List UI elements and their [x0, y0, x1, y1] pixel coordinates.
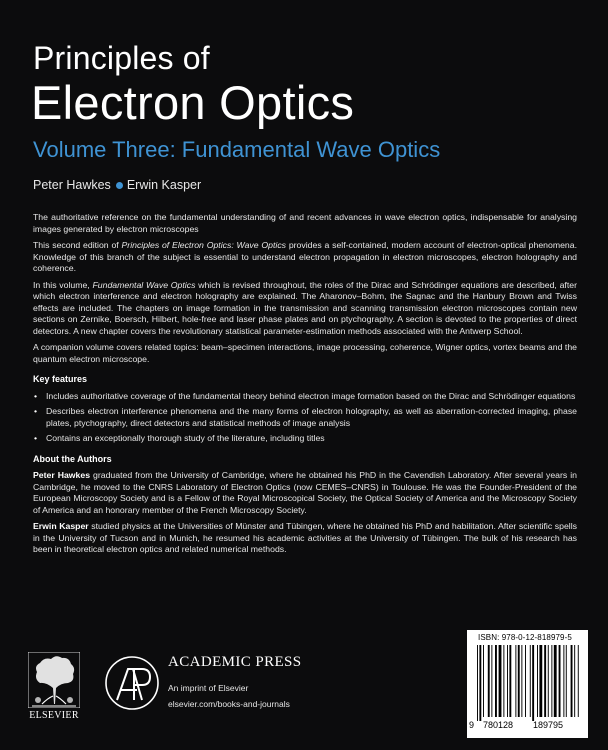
barcode-bar [503, 645, 504, 717]
barcode-bar [479, 645, 481, 721]
description-paragraph [33, 240, 577, 275]
isbn-label: ISBN: 978-0-12-818979-5 [478, 633, 572, 642]
imprint-text: An imprint of Elsevier [168, 683, 249, 693]
barcode-bar [495, 645, 497, 717]
barcode-bar [559, 645, 561, 717]
barcode-bar [518, 645, 520, 717]
elsevier-tree-icon [28, 652, 80, 708]
elsevier-logo [28, 652, 80, 722]
barcode-bar [544, 645, 546, 717]
academic-press-logo-icon [104, 655, 160, 711]
barcode-bar [539, 645, 542, 717]
barcode-bar [578, 645, 579, 717]
author-name: Peter Hawkes [33, 178, 111, 192]
author-bio [33, 470, 577, 516]
title-line-1: Principles of [33, 40, 210, 76]
barcode-bar [491, 645, 492, 717]
bio-name: Peter Hawkes [33, 470, 91, 480]
text-segment: provides a self-contained, modern account of electron-optical phenomena. Knowledge of this branch of the subject is essential to understand electron propagation in electron microscopes, electron holography and coherence. [33, 240, 577, 273]
barcode-bar [548, 645, 549, 717]
book-title-italic: Principles of Electron Optics: Wave Optics [121, 240, 287, 250]
bio-text: graduated from the University of Cambridge, where he obtained his PhD in the Cavendish Laboratory. After several years in Cambridge, he moved to the CNRS Laboratory of Electron Optics (now CEMES–CNRS) in Toulouse. He was the Founder-President of the European Microscopy Society and is a Fellow of the Royal Microscopical Society, the Optical Society of America and the Microscopy Society of America and an honorary member of the French Microscopy Society. [33, 470, 577, 515]
back-cover-text [33, 212, 577, 561]
barcode-bar [521, 645, 522, 717]
bio-text: studied physics at the Universities of Münster and Tübingen, where he obtained his PhD and habilitation. After scientific spells in the University of Tucson and in Munich, he resumed his academic activities at the University of Tübingen. The bulk of his research has been in theoretical electron optics and related numerical methods. [33, 521, 577, 554]
key-features-list [33, 391, 577, 445]
barcode-bar [499, 645, 502, 717]
barcode-bar [563, 645, 564, 717]
list-item: • Includes authoritative coverage of the fundamental theory behind electron image formation based on the Dirac and Schrödinger equations [33, 391, 577, 403]
barcode-bar [537, 645, 538, 717]
list-item: • Describes electron interference phenomena and the many forms of electron holography, as well as aberration-corrected imaging, phase plates, ptychography, direct detectors and statistical methods of image analysis [33, 406, 577, 429]
barcode-bar [530, 645, 531, 717]
barcode-bar [515, 645, 516, 717]
bio-name: Erwin Kasper [33, 521, 89, 531]
author-bio [33, 521, 577, 556]
text-segment: In this volume, [33, 279, 93, 290]
barcode-bar [554, 645, 557, 717]
barcode-digit-group: 9 [469, 720, 475, 730]
companion-paragraph: A companion volume covers related topics: beam–specimen interactions, image processing, coherence, Wigner optics, vortex beams and the quantum electron microscope. [33, 342, 577, 364]
author-name: Erwin Kasper [126, 178, 202, 192]
volume-subtitle: Volume Three: Fundamental Wave Optics [33, 137, 441, 162]
barcode-bar [525, 645, 526, 717]
barcode-bar [551, 645, 552, 717]
barcode-bar [477, 645, 478, 721]
bullet-dot-icon [116, 182, 123, 189]
elsevier-wordmark: ELSEVIER [29, 710, 79, 721]
barcode-bar [532, 645, 534, 721]
barcode-digit-group: 189795 [533, 720, 564, 730]
barcode-bar [507, 645, 508, 717]
publisher-name: ACADEMIC PRESS [168, 654, 302, 670]
barcode-bar [571, 645, 573, 717]
barcode-bars [475, 645, 580, 721]
author-line [33, 178, 201, 192]
barcode-bar [483, 645, 484, 717]
about-authors-heading: About the Authors [33, 453, 112, 464]
publisher-url: elsevier.com/books-and-journals [168, 699, 290, 709]
barcode-bar [574, 645, 575, 717]
intro-paragraph: The authoritative reference on the fundamental understanding of and recent advances in wave electron optics, indispensable for analysing images generated by electron microscopes [33, 212, 577, 234]
key-features-heading: Key features [33, 374, 88, 384]
barcode-bar [566, 645, 567, 717]
volume-title-italic: Fundamental Wave Optics [92, 279, 196, 290]
volume-paragraph [33, 280, 577, 338]
text-segment: which is revised throughout, the roles of the Dirac and Schrödinger equations are described, after which electron interference and electron holography are explained. The Aharonov–Bohm, the Sagnac and the Hanbury Brown and Twiss effects are included. The chapters on image formation in the transmission and scanning transmission electron microscopes contain new sections on Zernike, Boersch, Hilbert, hole-free and laser phase plates and on ptychography. A section is devoted to the properties of direct detectors. A new chapter covers the revolutionary statistical parameter-estimation methods associated with the Antwerp School. [33, 279, 577, 336]
barcode-digit-group: 780128 [483, 720, 514, 730]
list-item: • Contains an exceptionally thorough study of the literature, including titles [33, 433, 577, 445]
title-line-2: Electron Optics [31, 76, 355, 129]
barcode-bar [488, 645, 490, 717]
barcode [467, 630, 588, 738]
barcode-bar [509, 645, 511, 717]
text-segment: This second edition of [33, 240, 122, 250]
